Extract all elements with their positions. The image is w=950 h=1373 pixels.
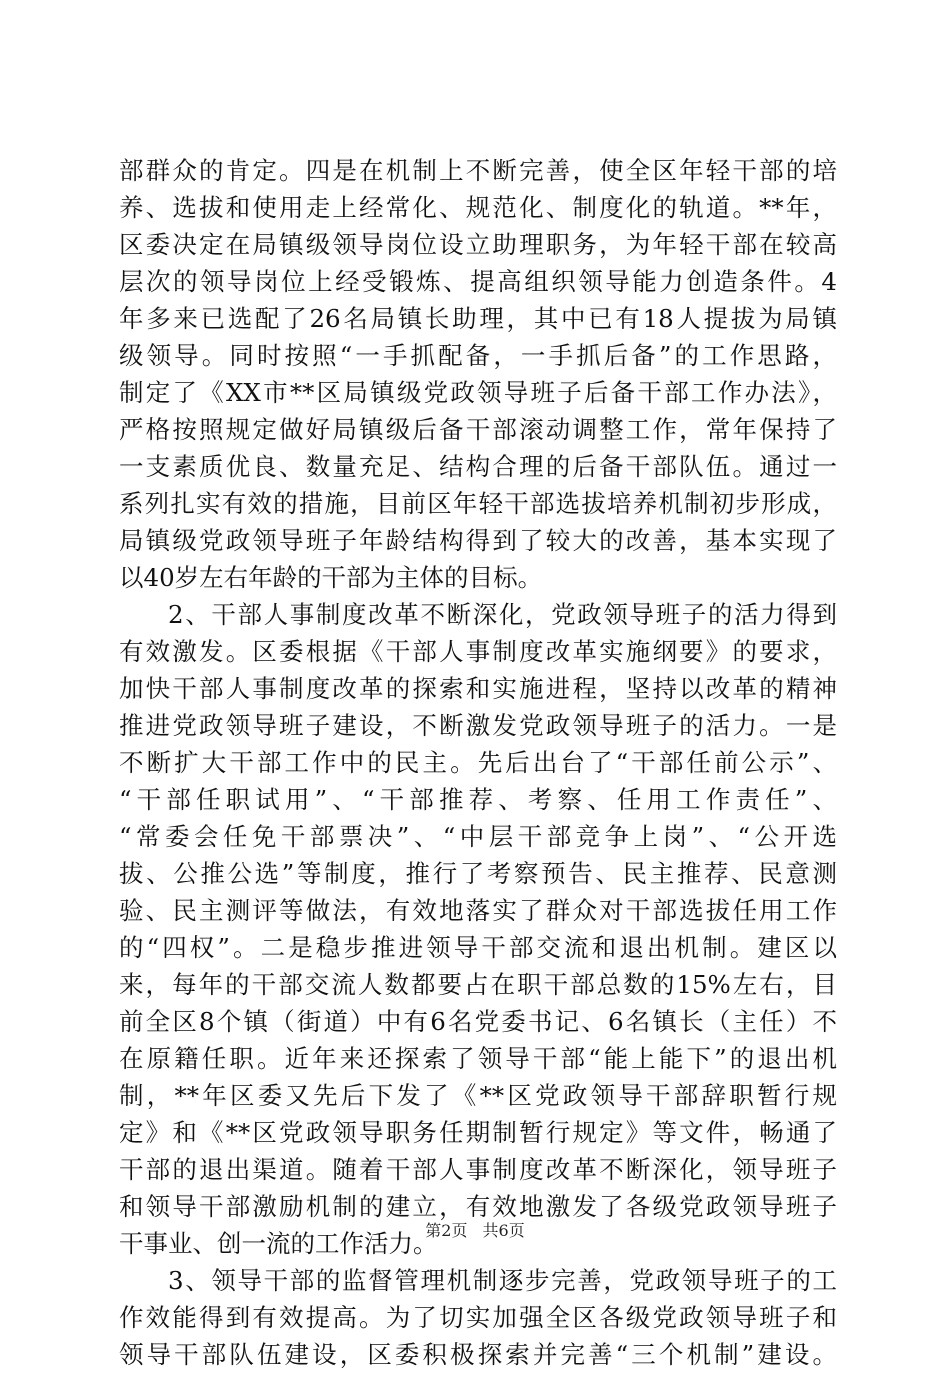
text-line: 定》和《**区党政领导职务任期制暂行规定》等文件，畅通了 xyxy=(119,1118,837,1147)
text-line: 系列扎实有效的措施，目前区年轻干部选拔培养机制初步形成， xyxy=(119,489,837,518)
text-line: 局镇级党政领导班子年龄结构得到了较大的改善，基本实现了 xyxy=(119,526,837,555)
text-line: 3、领导干部的监督管理机制逐步完善，党政领导班子的工 xyxy=(168,1266,837,1295)
text-line: 拔、公推公选”等制度，推行了考察预告、民主推荐、民意测 xyxy=(119,859,837,888)
text-line: 一支素质优良、数量充足、结构合理的后备干部队伍。通过一 xyxy=(119,452,837,481)
text-line: 层次的领导岗位上经受锻炼、提高组织领导能力创造条件。4 xyxy=(119,267,837,296)
text-line: 验、民主测评等做法，有效地落实了群众对干部选拔任用工作 xyxy=(119,896,837,925)
text-line: “干部任职试用”、“干部推荐、考察、任用工作责任”、 xyxy=(119,785,837,814)
text-line: 部群众的肯定。四是在机制上不断完善，使全区年轻干部的培 xyxy=(119,156,837,185)
page-footer xyxy=(0,1218,950,1241)
text-line: 加快干部人事制度改革的探索和实施进程，坚持以改革的精神 xyxy=(119,674,837,703)
page-number: 第2页 xyxy=(425,1221,468,1240)
text-line: 有效激发。区委根据《干部人事制度改革实施纲要》的要求， xyxy=(119,637,837,666)
text-line: 在原籍任职。近年来还探索了领导干部“能上能下”的退出机 xyxy=(119,1044,837,1073)
text-line: 推进党政领导班子建设，不断激发党政领导班子的活力。一是 xyxy=(119,711,837,740)
page-total: 共6页 xyxy=(482,1221,525,1240)
text-line: 制定了《XX市**区局镇级党政领导班子后备干部工作办法》， xyxy=(119,378,837,407)
text-line: 的“四权”。二是稳步推进领导干部交流和退出机制。建区以 xyxy=(119,933,837,962)
text-line: 严格按照规定做好局镇级后备干部滚动调整工作，常年保持了 xyxy=(119,415,837,444)
text-line: 来，每年的干部交流人数都要占在职干部总数的15%左右，目 xyxy=(119,970,837,999)
text-line: 作效能得到有效提高。为了切实加强全区各级党政领导班子和 xyxy=(119,1303,837,1332)
text-line: 领导干部队伍建设，区委积极探索并完善“三个机制”建设。 xyxy=(119,1340,837,1369)
text-line: “常委会任免干部票决”、“中层干部竞争上岗”、“公开选 xyxy=(119,822,837,851)
text-line: 区委决定在局镇级领导岗位设立助理职务，为年轻干部在较高 xyxy=(119,230,837,259)
document-body xyxy=(119,152,837,1373)
text-line: 养、选拔和使用走上经常化、规范化、制度化的轨道。**年， xyxy=(119,193,837,222)
text-line: 以40岁左右年龄的干部为主体的目标。 xyxy=(119,563,543,592)
text-line: 不断扩大干部工作中的民主。先后出台了“干部任前公示”、 xyxy=(119,748,837,777)
text-line: 干部的退出渠道。随着干部人事制度改革不断深化，领导班子 xyxy=(119,1155,837,1184)
text-line: 年多来已选配了26名局镇长助理，其中已有18人提拔为局镇 xyxy=(119,304,837,333)
text-line: 制，**年区委又先后下发了《**区党政领导干部辞职暂行规 xyxy=(119,1081,837,1110)
text-line: 前全区8个镇（街道）中有6名党委书记、6名镇长（主任）不 xyxy=(119,1007,837,1036)
text-line: 级领导。同时按照“一手抓配备，一手抓后备”的工作思路， xyxy=(119,341,837,370)
text-line: 和领导干部激励机制的建立，有效地激发了各级党政领导班子 xyxy=(119,1192,837,1221)
text-line: 2、干部人事制度改革不断深化，党政领导班子的活力得到 xyxy=(168,600,837,629)
text-line: 干事业、创一流的工作活力。 xyxy=(119,1229,438,1258)
